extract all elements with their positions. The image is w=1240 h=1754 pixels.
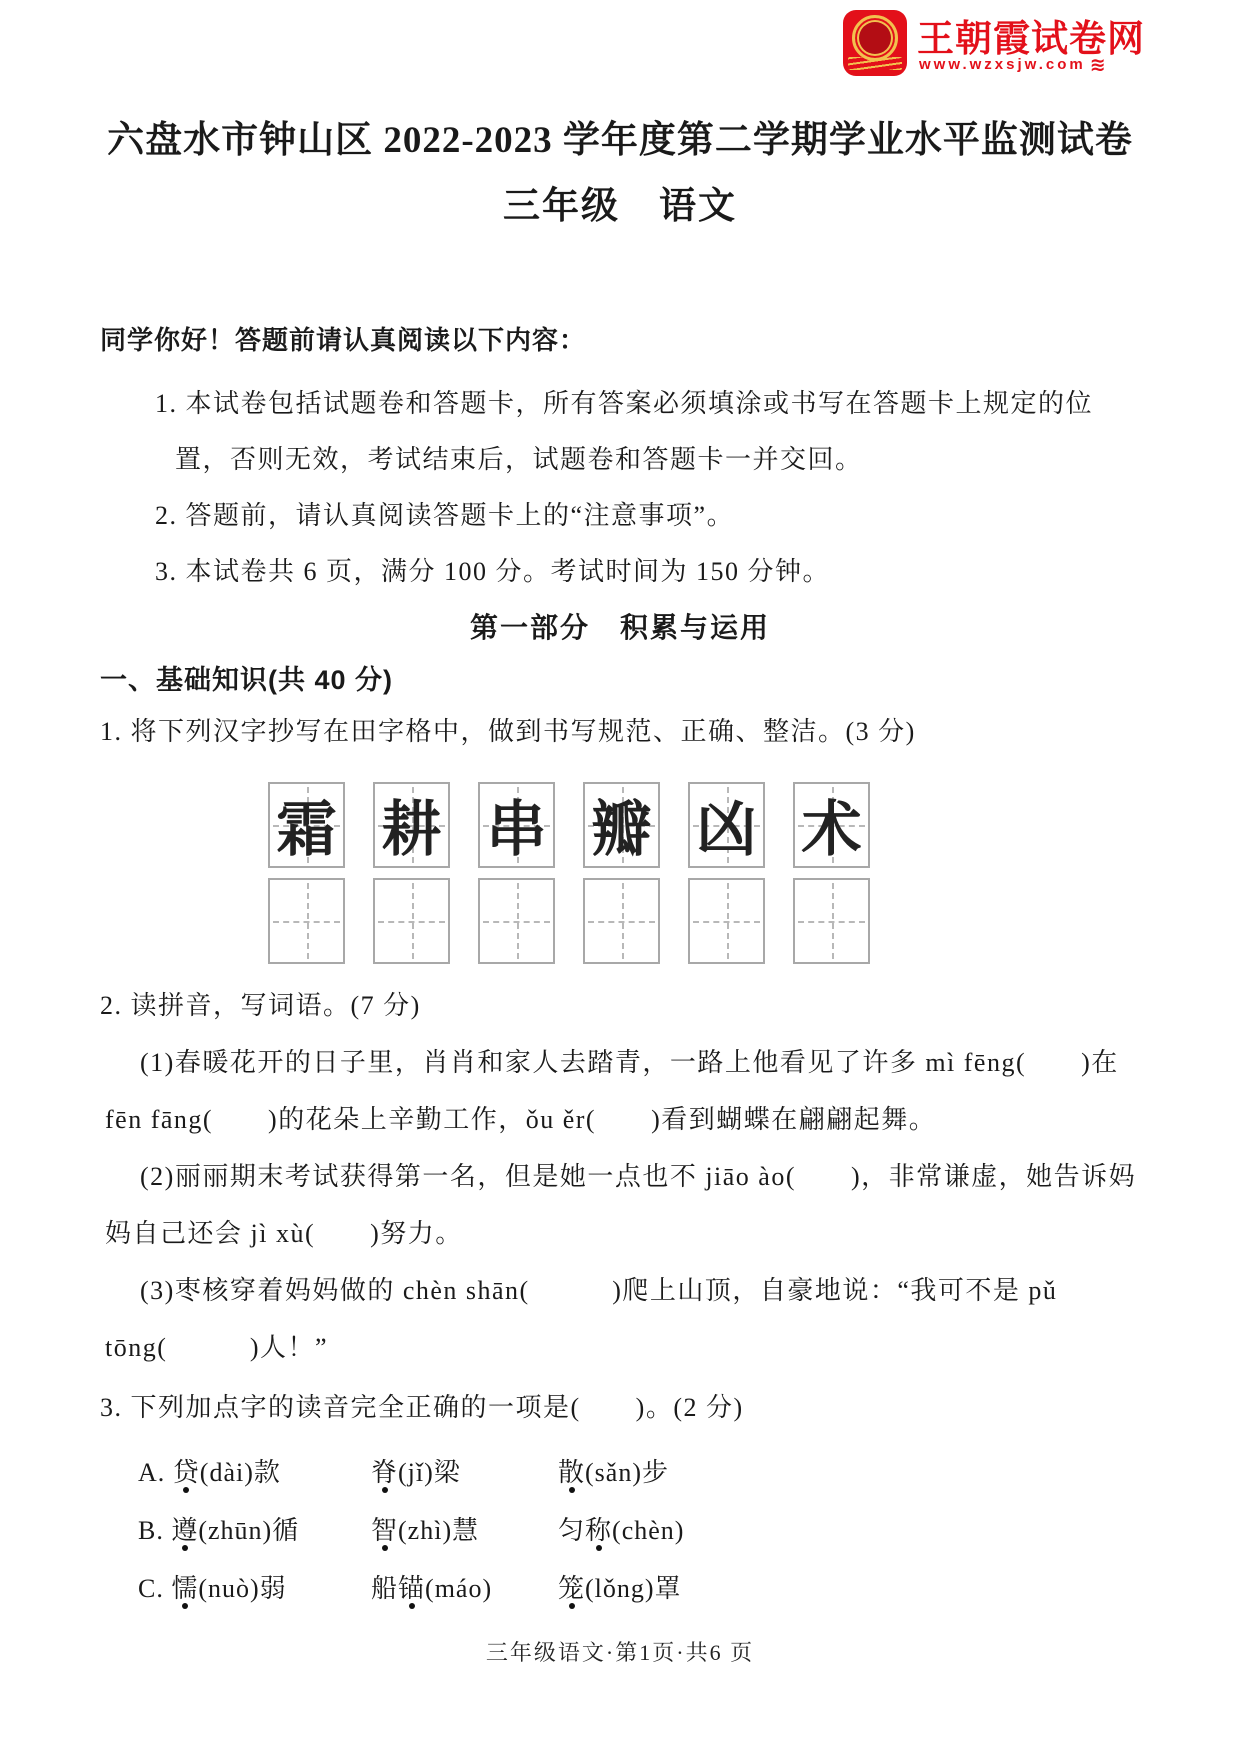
dotted-character: 脊 — [371, 1458, 399, 1487]
grid-character: 术 — [801, 797, 862, 863]
question-2-item: (3)枣核穿着妈妈做的 chèn shān( )爬上山顶，自豪地说：“我可不是 pǔ tōng( )人！” — [105, 1276, 1058, 1362]
site-url — [919, 54, 1106, 77]
paper-title: 六盘水市钟山区 2022-2023 学年度第二学期学业水平监测试卷 — [107, 120, 1133, 161]
dotted-character: 智 — [371, 1516, 399, 1545]
option-word — [371, 1560, 558, 1618]
grid-character: 耕 — [381, 797, 442, 863]
option-word — [558, 1444, 669, 1502]
option-word — [371, 1444, 558, 1502]
tian-grid-row-empty — [268, 878, 1140, 964]
option-text: (dài)款 — [199, 1458, 281, 1487]
option-row — [138, 1502, 1140, 1560]
option-word — [138, 1560, 371, 1618]
wangchaoxia-seal-icon — [843, 10, 907, 76]
site-name: 王朝霞试卷网 — [917, 18, 1145, 59]
wave-lines-icon: ≋ — [1089, 55, 1106, 76]
option-text: (chèn) — [612, 1516, 685, 1545]
tian-cell-filled — [268, 782, 345, 868]
option-text: (sǎn)步 — [585, 1458, 669, 1487]
question-1-stem: 1. 将下列汉字抄写在田字格中，做到书写规范、正确、整洁。(3 分) — [100, 717, 916, 746]
option-text: 匀 — [558, 1516, 586, 1545]
dotted-character: 称 — [585, 1516, 613, 1545]
tian-cell-empty — [268, 878, 345, 964]
option-text: 船 — [371, 1574, 399, 1603]
option-row — [138, 1560, 1140, 1618]
section1-heading: 一、基础知识(共 40 分) — [100, 665, 394, 695]
notice-item: 3. 本试卷共 6 页，满分 100 分。考试时间为 150 分钟。 — [155, 557, 831, 586]
tian-cell-empty — [478, 878, 555, 964]
tian-cell-empty — [688, 878, 765, 964]
dotted-character: 贷 — [172, 1458, 200, 1487]
dotted-character: 散 — [558, 1458, 586, 1487]
tian-cell-empty — [793, 878, 870, 964]
grid-character: 霜 — [276, 797, 337, 863]
dotted-character: 锚 — [398, 1574, 426, 1603]
tian-grid-row-filled — [268, 782, 1140, 868]
option-word — [558, 1502, 684, 1560]
option-word — [138, 1502, 371, 1560]
question-2-item: (1)春暖花开的日子里，肖肖和家人去踏青，一路上他看见了许多 mì fēng( )在fēn fāng( )的花朵上辛勤工作，ǒu ěr( )看到蝴蝶在翩翩起舞。 — [105, 1048, 1119, 1134]
tian-cell-empty — [373, 878, 450, 964]
tian-cell-filled — [688, 782, 765, 868]
question-2-items — [100, 1034, 1140, 1376]
grid-character: 凶 — [696, 797, 757, 863]
notice-items — [100, 376, 1140, 600]
option-text: (zhūn)循 — [198, 1516, 300, 1545]
option-text: (jǐ)梁 — [398, 1458, 461, 1487]
dotted-character: 笼 — [558, 1574, 586, 1603]
dotted-character: 懦 — [171, 1574, 199, 1603]
dotted-character: 遵 — [171, 1516, 199, 1545]
option-row — [138, 1444, 1140, 1502]
option-word — [138, 1444, 371, 1502]
seal-waves — [848, 57, 902, 70]
question-3-stem: 3. 下列加点字的读音完全正确的一项是( )。(2 分) — [100, 1393, 744, 1422]
part1-heading: 第一部分 积累与运用 — [469, 612, 770, 643]
page-footer: 三年级语文·第1页·共6 页 — [485, 1640, 755, 1665]
grid-character: 瓣 — [591, 797, 652, 863]
tian-cell-filled — [478, 782, 555, 868]
question-3-options — [138, 1444, 1140, 1618]
question-2-item: (2)丽丽期末考试获得第一名，但是她一点也不 jiāo ào( )，非常谦虚，她告诉妈妈自己还会 jì xù( )努力。 — [105, 1162, 1137, 1248]
option-word — [558, 1560, 682, 1618]
option-text: C. — [138, 1574, 172, 1603]
site-url-text: www.wzxsjw.com — [919, 56, 1086, 73]
notice-item: 2. 答题前，请认真阅读答题卡上的“注意事项”。 — [155, 501, 735, 530]
option-word — [371, 1502, 558, 1560]
tian-zi-ge-grid — [268, 782, 1140, 964]
notice-item: 1. 本试卷包括试题卷和答题卡，所有答案必须填涂或书写在答题卡上规定的位置，否则无效，考试结束后，试题卷和答题卡一并交回。 — [155, 389, 1094, 474]
tian-cell-filled — [373, 782, 450, 868]
option-text: (lǒng)罩 — [585, 1574, 682, 1603]
notice-intro: 同学你好！答题前请认真阅读以下内容： — [100, 325, 587, 355]
tian-cell-empty — [583, 878, 660, 964]
option-text: (zhì)慧 — [398, 1516, 480, 1545]
option-text: (máo) — [425, 1574, 493, 1603]
tian-cell-filled — [793, 782, 870, 868]
paper-subtitle: 三年级 语文 — [503, 186, 737, 227]
seal-core — [862, 24, 888, 50]
tian-cell-filled — [583, 782, 660, 868]
grid-character: 串 — [486, 797, 547, 863]
option-text: B. — [138, 1516, 172, 1545]
question-2-stem: 2. 读拼音，写词语。(7 分) — [100, 991, 421, 1020]
option-text: A. — [138, 1458, 173, 1487]
site-logo — [843, 8, 1163, 80]
option-text: (nuò)弱 — [198, 1574, 287, 1603]
